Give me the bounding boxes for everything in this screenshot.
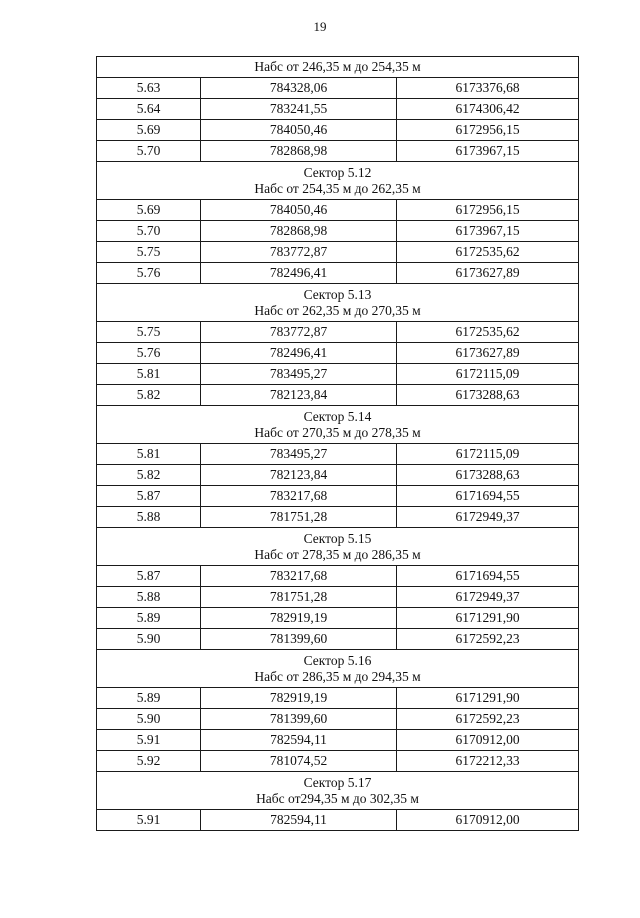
sector-title: Сектор 5.17 (303, 774, 372, 790)
y-coordinate-cell: 6173288,63 (397, 465, 579, 486)
x-coordinate-cell: 781751,28 (201, 587, 397, 608)
sector-title: Сектор 5.13 (303, 286, 372, 302)
x-coordinate-cell: 783772,87 (201, 322, 397, 343)
x-coordinate-cell: 782868,98 (201, 221, 397, 242)
x-coordinate-cell: 783495,27 (201, 364, 397, 385)
page-number: 19 (313, 19, 327, 34)
point-number-cell: 5.76 (97, 343, 201, 364)
sector-header (97, 284, 579, 322)
point-number-cell: 5.64 (97, 99, 201, 120)
x-coordinate-cell: 784050,46 (201, 200, 397, 221)
y-coordinate-cell: 6171694,55 (397, 486, 579, 507)
table-row (97, 730, 579, 751)
y-coordinate-cell: 6172592,23 (397, 709, 579, 730)
x-coordinate-cell: 783241,55 (201, 99, 397, 120)
table-row (97, 688, 579, 709)
point-number-cell: 5.81 (97, 364, 201, 385)
y-coordinate-cell: 6172115,09 (397, 364, 579, 385)
sector-height-range: Набс от 278,35 м до 286,35 м (254, 546, 421, 562)
y-coordinate-cell: 6170912,00 (397, 730, 579, 751)
table-row (97, 221, 579, 242)
point-number-cell: 5.91 (97, 730, 201, 751)
sector-title: Сектор 5.12 (303, 164, 372, 180)
y-coordinate-cell: 6172949,37 (397, 587, 579, 608)
y-coordinate-cell: 6172535,62 (397, 242, 579, 263)
point-number-cell: 5.88 (97, 587, 201, 608)
point-number-cell: 5.82 (97, 385, 201, 406)
point-number-cell: 5.63 (97, 78, 201, 99)
y-coordinate-cell: 6172212,33 (397, 751, 579, 772)
sector-height-range: Набс от 254,35 м до 262,35 м (254, 180, 421, 196)
table-row (97, 364, 579, 385)
y-coordinate-cell: 6174306,42 (397, 99, 579, 120)
x-coordinate-cell: 781751,28 (201, 507, 397, 528)
table-row (97, 587, 579, 608)
y-coordinate-cell: 6173376,68 (397, 78, 579, 99)
point-number-cell: 5.76 (97, 263, 201, 284)
y-coordinate-cell: 6171694,55 (397, 566, 579, 587)
point-number-cell: 5.90 (97, 709, 201, 730)
point-number-cell: 5.89 (97, 608, 201, 629)
x-coordinate-cell: 781399,60 (201, 709, 397, 730)
sector-height-range: Набс от294,35 м до 302,35 м (256, 790, 419, 806)
table-row (97, 709, 579, 730)
sector-header (97, 406, 579, 444)
sector-title: Сектор 5.14 (303, 408, 372, 424)
point-number-cell: 5.89 (97, 688, 201, 709)
table-row (97, 444, 579, 465)
table-row (97, 322, 579, 343)
table-row (97, 566, 579, 587)
x-coordinate-cell: 782919,19 (201, 608, 397, 629)
point-number-cell: 5.81 (97, 444, 201, 465)
y-coordinate-cell: 6172115,09 (397, 444, 579, 465)
point-number-cell: 5.75 (97, 322, 201, 343)
sector-height-range: Набс от 286,35 м до 294,35 м (254, 668, 421, 684)
y-coordinate-cell: 6171291,90 (397, 608, 579, 629)
point-number-cell: 5.90 (97, 629, 201, 650)
x-coordinate-cell: 782496,41 (201, 343, 397, 364)
sector-header (97, 162, 579, 200)
table-row (97, 751, 579, 772)
y-coordinate-cell: 6172535,62 (397, 322, 579, 343)
y-coordinate-cell: 6173627,89 (397, 263, 579, 284)
sector-header-cell (97, 772, 579, 810)
x-coordinate-cell: 783217,68 (201, 486, 397, 507)
y-coordinate-cell: 6171291,90 (397, 688, 579, 709)
sector-header (97, 772, 579, 810)
sector-header-cell (97, 650, 579, 688)
y-coordinate-cell: 6172949,37 (397, 507, 579, 528)
sector-title: Сектор 5.16 (303, 652, 372, 668)
x-coordinate-cell: 783495,27 (201, 444, 397, 465)
y-coordinate-cell: 6172956,15 (397, 120, 579, 141)
sector-height-range: Набс от 246,35 м до 254,35 м (254, 59, 421, 74)
table-row (97, 465, 579, 486)
sector-header-cell (97, 57, 579, 78)
sector-header-cell (97, 162, 579, 200)
y-coordinate-cell: 6172956,15 (397, 200, 579, 221)
x-coordinate-cell: 782868,98 (201, 141, 397, 162)
x-coordinate-cell: 782123,84 (201, 465, 397, 486)
table-row (97, 608, 579, 629)
sector-header (97, 528, 579, 566)
y-coordinate-cell: 6170912,00 (397, 810, 579, 831)
coordinates-table (96, 56, 579, 831)
y-coordinate-cell: 6173967,15 (397, 141, 579, 162)
table-row (97, 78, 579, 99)
table-row (97, 507, 579, 528)
table-row (97, 242, 579, 263)
point-number-cell: 5.75 (97, 242, 201, 263)
x-coordinate-cell: 784328,06 (201, 78, 397, 99)
x-coordinate-cell: 782919,19 (201, 688, 397, 709)
table-row (97, 385, 579, 406)
point-number-cell: 5.82 (97, 465, 201, 486)
table-row (97, 99, 579, 120)
x-coordinate-cell: 783772,87 (201, 242, 397, 263)
x-coordinate-cell: 782123,84 (201, 385, 397, 406)
point-number-cell: 5.69 (97, 120, 201, 141)
sector-header-cell (97, 284, 579, 322)
coordinates-table-body (97, 57, 579, 831)
point-number-cell: 5.70 (97, 221, 201, 242)
x-coordinate-cell: 783217,68 (201, 566, 397, 587)
sector-height-range: Набс от 262,35 м до 270,35 м (254, 302, 421, 318)
x-coordinate-cell: 781074,52 (201, 751, 397, 772)
sector-height-range: Набс от 270,35 м до 278,35 м (254, 424, 421, 440)
point-number-cell: 5.91 (97, 810, 201, 831)
sector-header-cell (97, 528, 579, 566)
y-coordinate-cell: 6173967,15 (397, 221, 579, 242)
sector-header-cell (97, 406, 579, 444)
table-row (97, 141, 579, 162)
x-coordinate-cell: 781399,60 (201, 629, 397, 650)
sector-header (97, 57, 579, 78)
table-row (97, 629, 579, 650)
x-coordinate-cell: 782496,41 (201, 263, 397, 284)
point-number-cell: 5.88 (97, 507, 201, 528)
y-coordinate-cell: 6173627,89 (397, 343, 579, 364)
point-number-cell: 5.92 (97, 751, 201, 772)
sector-header (97, 650, 579, 688)
table-row (97, 486, 579, 507)
point-number-cell: 5.87 (97, 566, 201, 587)
table-row (97, 810, 579, 831)
sector-title: Сектор 5.15 (303, 530, 372, 546)
y-coordinate-cell: 6172592,23 (397, 629, 579, 650)
table-row (97, 263, 579, 284)
table-row (97, 120, 579, 141)
x-coordinate-cell: 782594,11 (201, 810, 397, 831)
x-coordinate-cell: 782594,11 (201, 730, 397, 751)
table-row (97, 200, 579, 221)
y-coordinate-cell: 6173288,63 (397, 385, 579, 406)
point-number-cell: 5.70 (97, 141, 201, 162)
table-row (97, 343, 579, 364)
x-coordinate-cell: 784050,46 (201, 120, 397, 141)
point-number-cell: 5.87 (97, 486, 201, 507)
point-number-cell: 5.69 (97, 200, 201, 221)
